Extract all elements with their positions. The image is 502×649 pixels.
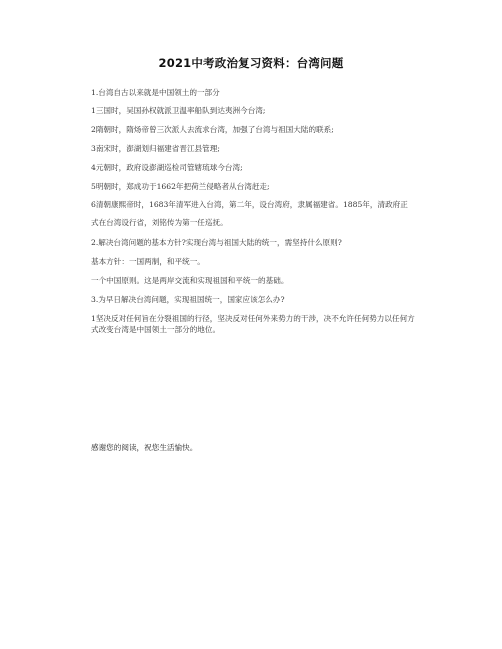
- footer-thanks: 感谢您的阅读，祝您生活愉快。: [91, 443, 198, 452]
- answer-2-policy: 基本方针：一国两制，和平统一。: [91, 257, 205, 266]
- paragraph-qing-dynasty: 6清朝康熙帝时，1683年清军进入台湾，第二年，设台湾府，隶属福建省。1885年，清政府正式在台湾设行省，刘铭传为第一任巡抚。: [91, 200, 408, 227]
- paragraph-three-kingdoms: 1三国时，吴国孙权就派卫温率船队到达夷洲今台湾;: [91, 106, 266, 115]
- answer-3: 1坚决反对任何旨在分裂祖国的行径，坚决反对任何外来势力的干涉，决不允许任何势力以任何方式改变台湾是中国领土一部分的地位。: [91, 314, 415, 334]
- question-2: 2.解决台湾问题的基本方针?实现台湾与祖国大陆的统一，需坚持什么原则?: [91, 238, 342, 247]
- paragraph-sui-dynasty: 2隋朝时，隋炀帝曾三次派人去流求台湾，加强了台湾与祖国大陆的联系;: [91, 125, 334, 134]
- document-title: 2021中考政治复习资料：台湾问题: [158, 56, 344, 70]
- answer-2-principle: 一个中国原则。这是两岸交流和实现祖国和平统一的基础。: [91, 276, 289, 285]
- paragraph-ming-dynasty: 5明朝时，郑成功于1662年把荷兰侵略者从台湾赶走;: [91, 182, 270, 191]
- paragraph-southern-song: 3南宋时，澎湖划归福建省晋江县管理;: [91, 144, 220, 153]
- question-1: 1.台湾自古以来就是中国领土的一部分: [91, 88, 220, 97]
- paragraph-yuan-dynasty: 4元朝时，政府设澎湖巡检司管辖琉球今台湾;: [91, 163, 243, 172]
- question-3: 3.为早日解决台湾问题，实现祖国统一，国家应该怎么办?: [91, 295, 285, 304]
